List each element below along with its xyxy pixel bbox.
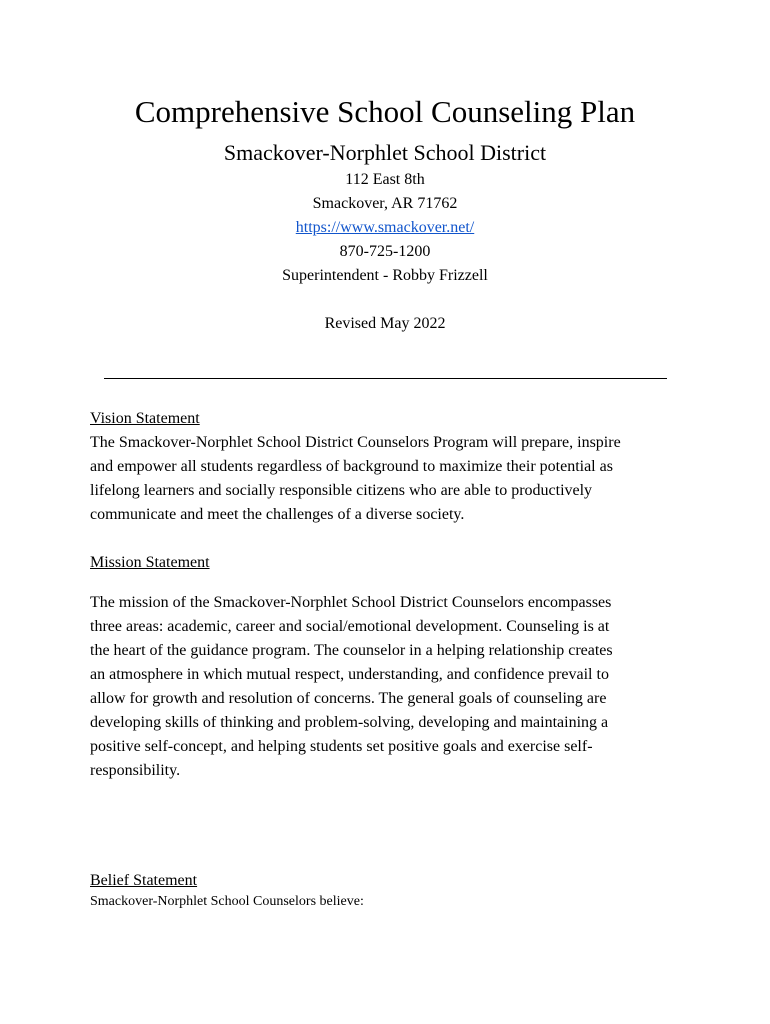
mission-line: three areas: academic, career and social/emotional development. Counseling is at (90, 618, 610, 635)
superintendent-line: Superintendent - Robby Frizzell (282, 267, 488, 284)
vision-paragraph (90, 431, 690, 527)
mission-heading (90, 551, 690, 575)
mission-line: positive self-concept, and helping students set positive goals and exercise self- (90, 738, 593, 755)
vision-heading-text: Vision Statement (90, 410, 200, 427)
vision-line: and empower all students regardless of background to maximize their potential as (90, 458, 613, 475)
mission-paragraph (90, 591, 690, 783)
revised-date: Revised May 2022 (324, 315, 446, 332)
mission-line: developing skills of thinking and problem-solving, developing and maintaining a (90, 714, 609, 731)
horizontal-divider (104, 378, 667, 379)
document-title: Comprehensive School Counseling Plan (134, 94, 636, 129)
vision-line: The Smackover-Norphlet School District Counselors Program will prepare, inspire (90, 434, 621, 451)
website-link[interactable]: https://www.smackover.net/ (295, 219, 475, 236)
belief-heading (90, 869, 690, 893)
mission-line: allow for growth and resolution of concerns. The general goals of counseling are (90, 690, 607, 707)
district-name: Smackover-Norphlet School District (223, 140, 547, 165)
phone-number: 870-725-1200 (339, 243, 431, 260)
vision-heading (90, 407, 690, 431)
address-street: 112 East 8th (345, 171, 425, 188)
belief-intro: Smackover-Norphlet School Counselors believe: (90, 894, 364, 909)
mission-line: an atmosphere in which mutual respect, understanding, and confidence prevail to (90, 666, 609, 683)
vision-line: communicate and meet the challenges of a diverse society. (90, 506, 465, 523)
mission-line: responsibility. (90, 762, 181, 779)
vision-line: lifelong learners and socially responsible citizens who are able to productively (90, 482, 593, 499)
mission-line: the heart of the guidance program. The counselor in a helping relationship creates (90, 642, 613, 659)
belief-heading-text: Belief Statement (90, 872, 198, 889)
address-city: Smackover, AR 71762 (312, 195, 458, 212)
mission-heading-text: Mission Statement (90, 554, 210, 571)
website-line (0, 216, 770, 240)
mission-line: The mission of the Smackover-Norphlet School District Counselors encompasses (90, 594, 612, 611)
